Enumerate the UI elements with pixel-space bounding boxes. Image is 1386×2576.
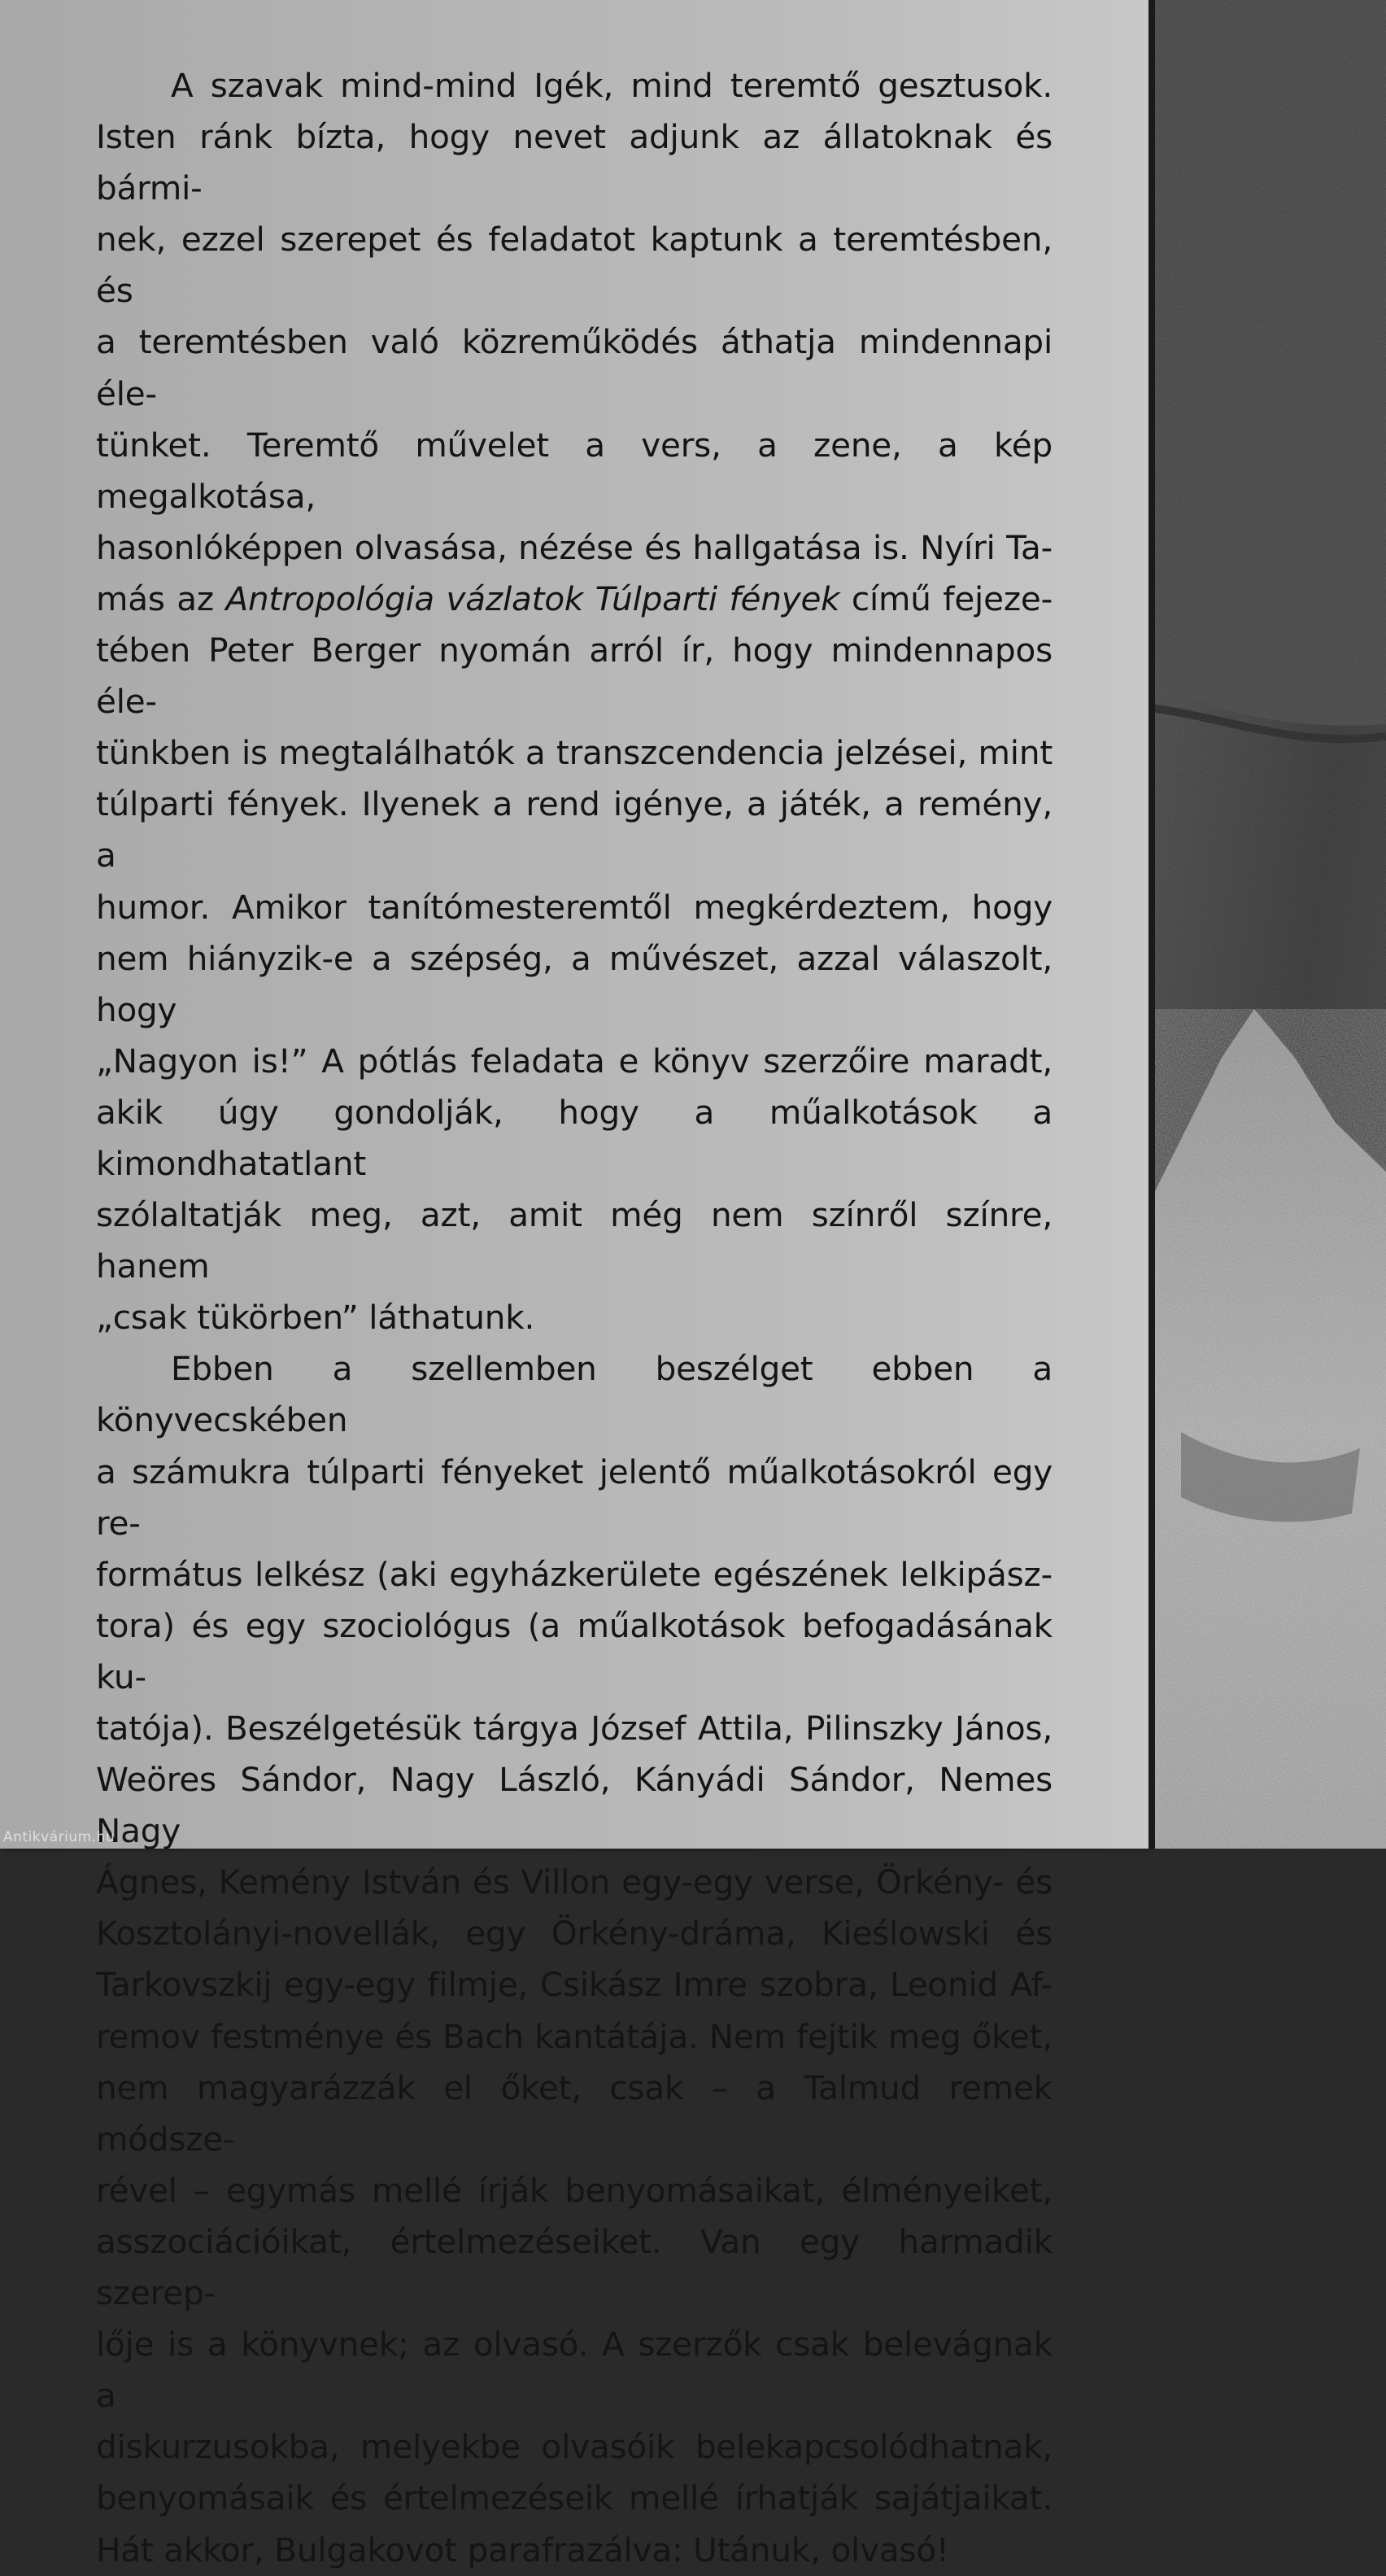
text-line: Weöres Sándor, Nagy László, Kányádi Sándor, Nemes Nagy (96, 1760, 1053, 1851)
paragraph-2 (96, 1343, 1053, 2575)
text-line: „csak tükörben” láthatunk. (96, 1298, 535, 1338)
text-line: humor. Amikor tanítómesteremtől megkérdeztem, hogy (96, 887, 1053, 927)
body-text (96, 60, 1053, 2576)
text-line: nem magyarázzák el őket, csak – a Talmud remek módsze- (96, 2067, 1053, 2159)
text-line: Isten ránk bízta, hogy nevet adjunk az állatoknak és bármi- (96, 117, 1053, 208)
text-line: a teremtésben való közreműködés áthatja mindennapi éle- (96, 322, 1053, 413)
text-line: nek, ezzel szerepet és feladatot kaptunk a teremtésben, és (96, 220, 1053, 311)
text-line: akik úgy gondolják, hogy a műalkotások a kimondhatatlant (96, 1092, 1053, 1183)
text-line: tében Peter Berger nyomán arról ír, hogy mindennapos éle- (96, 631, 1053, 722)
cover-photo-image (1148, 0, 1386, 1849)
text-line: a számukra túlparti fényeket jelentő műalkotásokról egy re- (96, 1452, 1053, 1543)
text-line: tünket. Teremtő művelet a vers, a zene, a kép megalkotása, (96, 425, 1053, 516)
text-line: Kosztolányi-novellák, egy Örkény-dráma, Kieślowski és (96, 1914, 1053, 1954)
text-line: tora) és egy szociológus (a műalkotások befogadásának ku- (96, 1605, 1053, 1696)
text-line: asszociációikat, értelmezéseiket. Van egy harmadik szerep- (96, 2221, 1053, 2313)
text-line: túlparti fények. Ilyenek a rend igénye, a játék, a remény, a (96, 784, 1053, 875)
text-line: szólaltatják meg, azt, amit még nem színről színre, hanem (96, 1195, 1053, 1286)
text-line: lője is a könyvnek; az olvasó. A szerzők csak belevágnak a (96, 2325, 1053, 2416)
text-line: tünkben is megtalálhatók a transzcendencia jelzései, mint (96, 733, 1053, 773)
book-title-italic: Antropológia vázlatok Túlparti fények (225, 579, 840, 618)
text-line: remov festménye és Bach kantátája. Nem fejtik meg őket, (96, 2016, 1053, 2056)
text-line: diskurzusokba, melyekbe olvasóik belekapcsolódhatnak, (96, 2427, 1053, 2467)
watermark: Antikvárium.hu (3, 1829, 116, 1845)
text-line: Hát akkor, Bulgakovot parafrazálva: Utánuk, olvasó! (96, 2530, 949, 2569)
text-line: Ebben a szellemben beszélget ebben a könyvecskében (96, 1349, 1053, 1440)
text-line: más az Antropológia vázlatok Túlparti fények című fejeze- (96, 579, 1053, 618)
text-line: „Nagyon is!” A pótlás feladata e könyv szerzőire maradt, (96, 1041, 1053, 1081)
text-line: nem hiányzik-e a szépség, a művészet, azzal válaszolt, hogy (96, 938, 1053, 1029)
text-line: Tarkovszkij egy-egy filmje, Csikász Imre szobra, Leonid Af- (96, 1965, 1053, 2005)
text-line: tatója). Beszélgetésük tárgya József Attila, Pilinszky János, (96, 1709, 1053, 1748)
text-line: formátus lelkész (aki egyházkerülete egészének lelkipász- (96, 1554, 1053, 1594)
paragraph-1 (96, 60, 1053, 1343)
text-line: A szavak mind-mind Igék, mind teremtő gesztusok. (171, 66, 1053, 105)
text-line: hasonlóképpen olvasása, nézése és hallgatása is. Nyíri Ta- (96, 527, 1053, 567)
text-line: rével – egymás mellé írják benyomásaikat, élményeiket, (96, 2170, 1053, 2210)
text-line: Ágnes, Kemény István és Villon egy-egy verse, Örkény- és (96, 1862, 1053, 1902)
cover-photo-strip (1148, 0, 1386, 1849)
text-line: benyomásaik és értelmezéseik mellé írhatják sajátjaikat. (96, 2478, 1053, 2518)
